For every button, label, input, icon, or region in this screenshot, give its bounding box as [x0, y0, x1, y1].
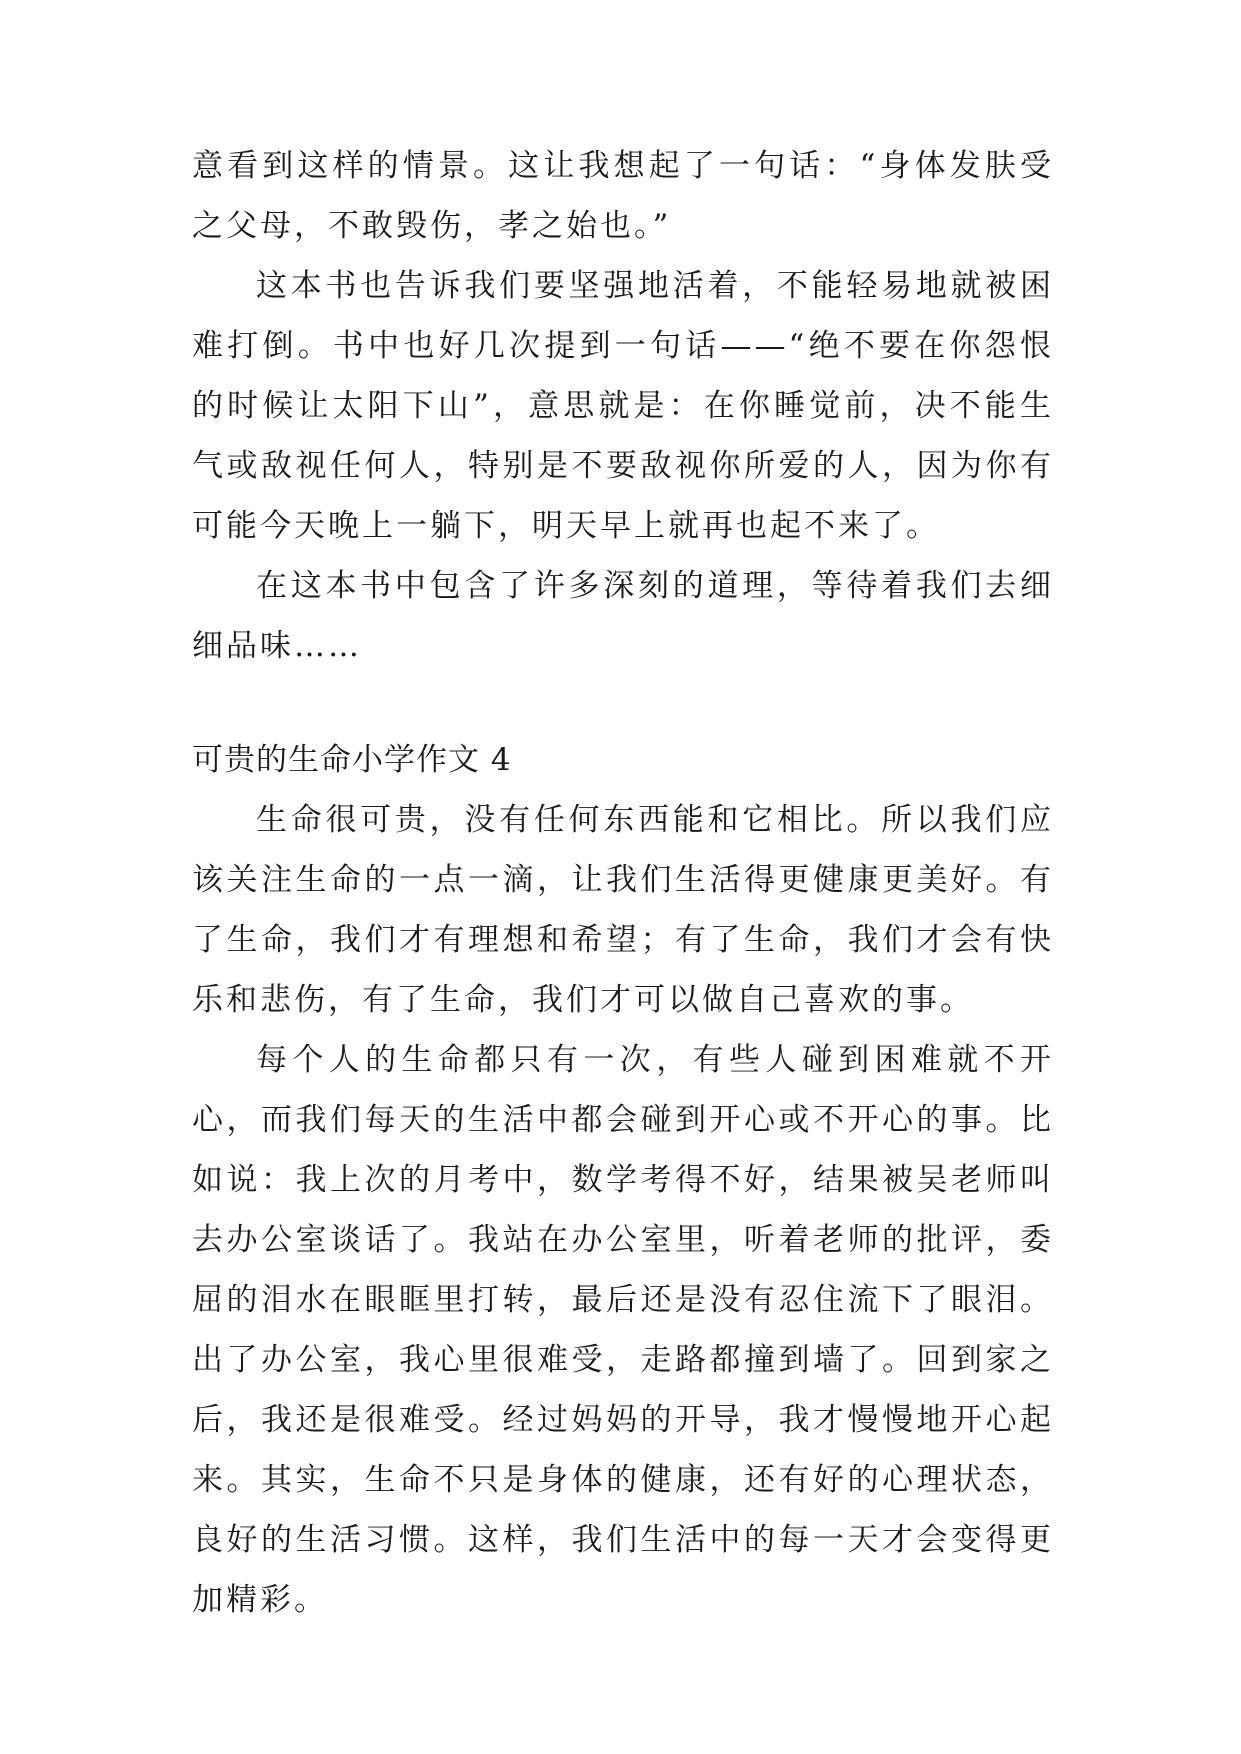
paragraph-life-precious: 生命很可贵，没有任何东西能和它相比。所以我们应该关注生命的一点一滴，让我们生活得更健康更美好。有了生命，我们才有理想和希望；有了生命，我们才会有快乐和悲伤，有了生命，我们才可以做自己喜欢的事。 — [192, 802, 1054, 1018]
paragraph-continuation: 意看到这样的情景。这让我想起了一句话：“身体发肤受之父母，不敢毁伤，孝之始也。” — [192, 148, 1054, 244]
paragraph-perseverance: 这本书也告诉我们要坚强地活着，不能轻易地就被困难打倒。书中也好几次提到一句话——“绝不要在你怨恨的时候让太阳下山”，意思就是：在你睡觉前，决不能生气或敌视任何人，特别是不要敌视你所爱的人，因为你有可能今天晚上一躺下，明天早上就再也起不来了。 — [192, 268, 1054, 544]
paragraph-conclusion: 在这本书中包含了许多深刻的道理，等待着我们去细细品味…… — [192, 568, 1054, 664]
paragraph-personal-story: 每个人的生命都只有一次，有些人碰到困难就不开心，而我们每天的生活中都会碰到开心或不开心的事。比如说：我上次的月考中，数学考得不好，结果被吴老师叫去办公室谈话了。我站在办公室里，听着老师的批评，委屈的泪水在眼眶里打转，最后还是没有忍住流下了眼泪。出了办公室，我心里很难受，走路都撞到墙了。回到家之后，我还是很难受。经过妈妈的开导，我才慢慢地开心起来。其实，生命不只是身体的健康，还有好的心理状态，良好的生活习惯。这样，我们生活中的每一天才会变得更加精彩。 — [192, 1042, 1054, 1618]
section-essay-4 — [192, 730, 1054, 1630]
essay-title: 可贵的生命小学作文 4 — [192, 742, 512, 778]
section-essay-3-ending — [192, 136, 1054, 676]
